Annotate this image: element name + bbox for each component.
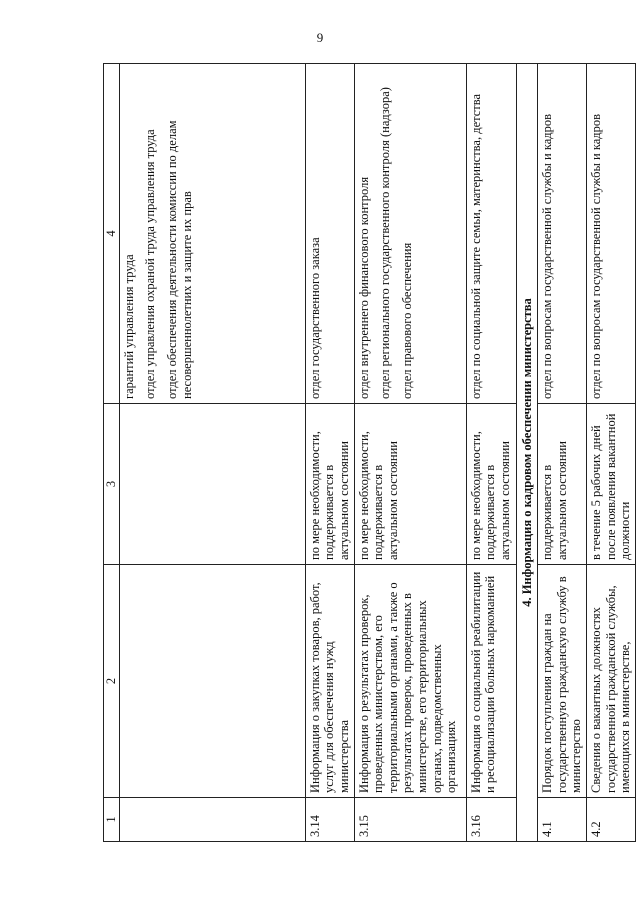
table-row (119, 64, 305, 842)
table-row (587, 64, 636, 842)
responsible-cell: отдел по социальной защите семьи, материнства, детства (466, 64, 516, 404)
row-number: 3.16 (466, 798, 516, 842)
header-cell-4: 4 (104, 64, 120, 404)
section-title: 4. Информация о кадровом обеспечении министерства (516, 64, 538, 842)
row-number: 4.1 (538, 798, 587, 842)
disclosure-table (103, 63, 636, 842)
period-cell: по мере необходимости, поддерживается в актуальном состоянии (466, 404, 516, 565)
row-number: 3.15 (354, 798, 466, 842)
header-cell-1: 1 (104, 798, 120, 842)
period-cell: в течение 5 рабочих дней после появления вакантной должности (587, 404, 636, 565)
responsible-cell: отдел по вопросам государственной службы и кадров (587, 64, 636, 404)
responsible-cell: отдел по вопросам государственной службы и кадров (538, 64, 587, 404)
row-number: 3.14 (305, 798, 354, 842)
table-row (354, 64, 466, 842)
page-number: 9 (316, 30, 324, 45)
responsible-cell: отдел государственного заказа (305, 64, 354, 404)
info-cell: Сведения о вакантных должностях государственной гражданской службы, имеющихся в министерстве, (587, 565, 636, 798)
info-cell: Информация о закупках товаров, работ, услуг для обеспечения нужд министерства (305, 565, 354, 798)
info-cell: Порядок поступления граждан на государственную гражданскую службу в министерство (538, 565, 587, 798)
responsible-cell: гарантий управления труда отдел управления охраной труда управления труда отдел обеспечения деятельности комиссии по делам несовершеннолетних и защите их прав (119, 64, 305, 404)
table-row (538, 64, 587, 842)
rotated-table-container (103, 64, 633, 842)
header-cell-3: 3 (104, 404, 120, 565)
table-row (305, 64, 354, 842)
table-row (466, 64, 516, 842)
info-cell: Информация о социальной реабилитации и ресоциализации больных наркоманией (466, 565, 516, 798)
row-number: 4.2 (587, 798, 636, 842)
info-cell: Информация о результатах проверок, проведенных министерством, его территориальными органами, а также о результатах проверок, проведенных в министерстве, его территориальных органах, подведомственных организациях (354, 565, 466, 798)
period-cell: по мере необходимости, поддерживается в актуальном состоянии (354, 404, 466, 565)
period-cell: поддерживается в актуальном состоянии (538, 404, 587, 565)
section-header-row (516, 64, 538, 842)
period-cell: по мере необходимости, поддерживается в актуальном состоянии (305, 404, 354, 565)
responsible-cell: отдел внутреннего финансового контроля отдел регионального государственного контроля (надзора) отдел правового обеспечения (354, 64, 466, 404)
header-cell-2: 2 (104, 565, 120, 798)
header-row (104, 64, 120, 842)
